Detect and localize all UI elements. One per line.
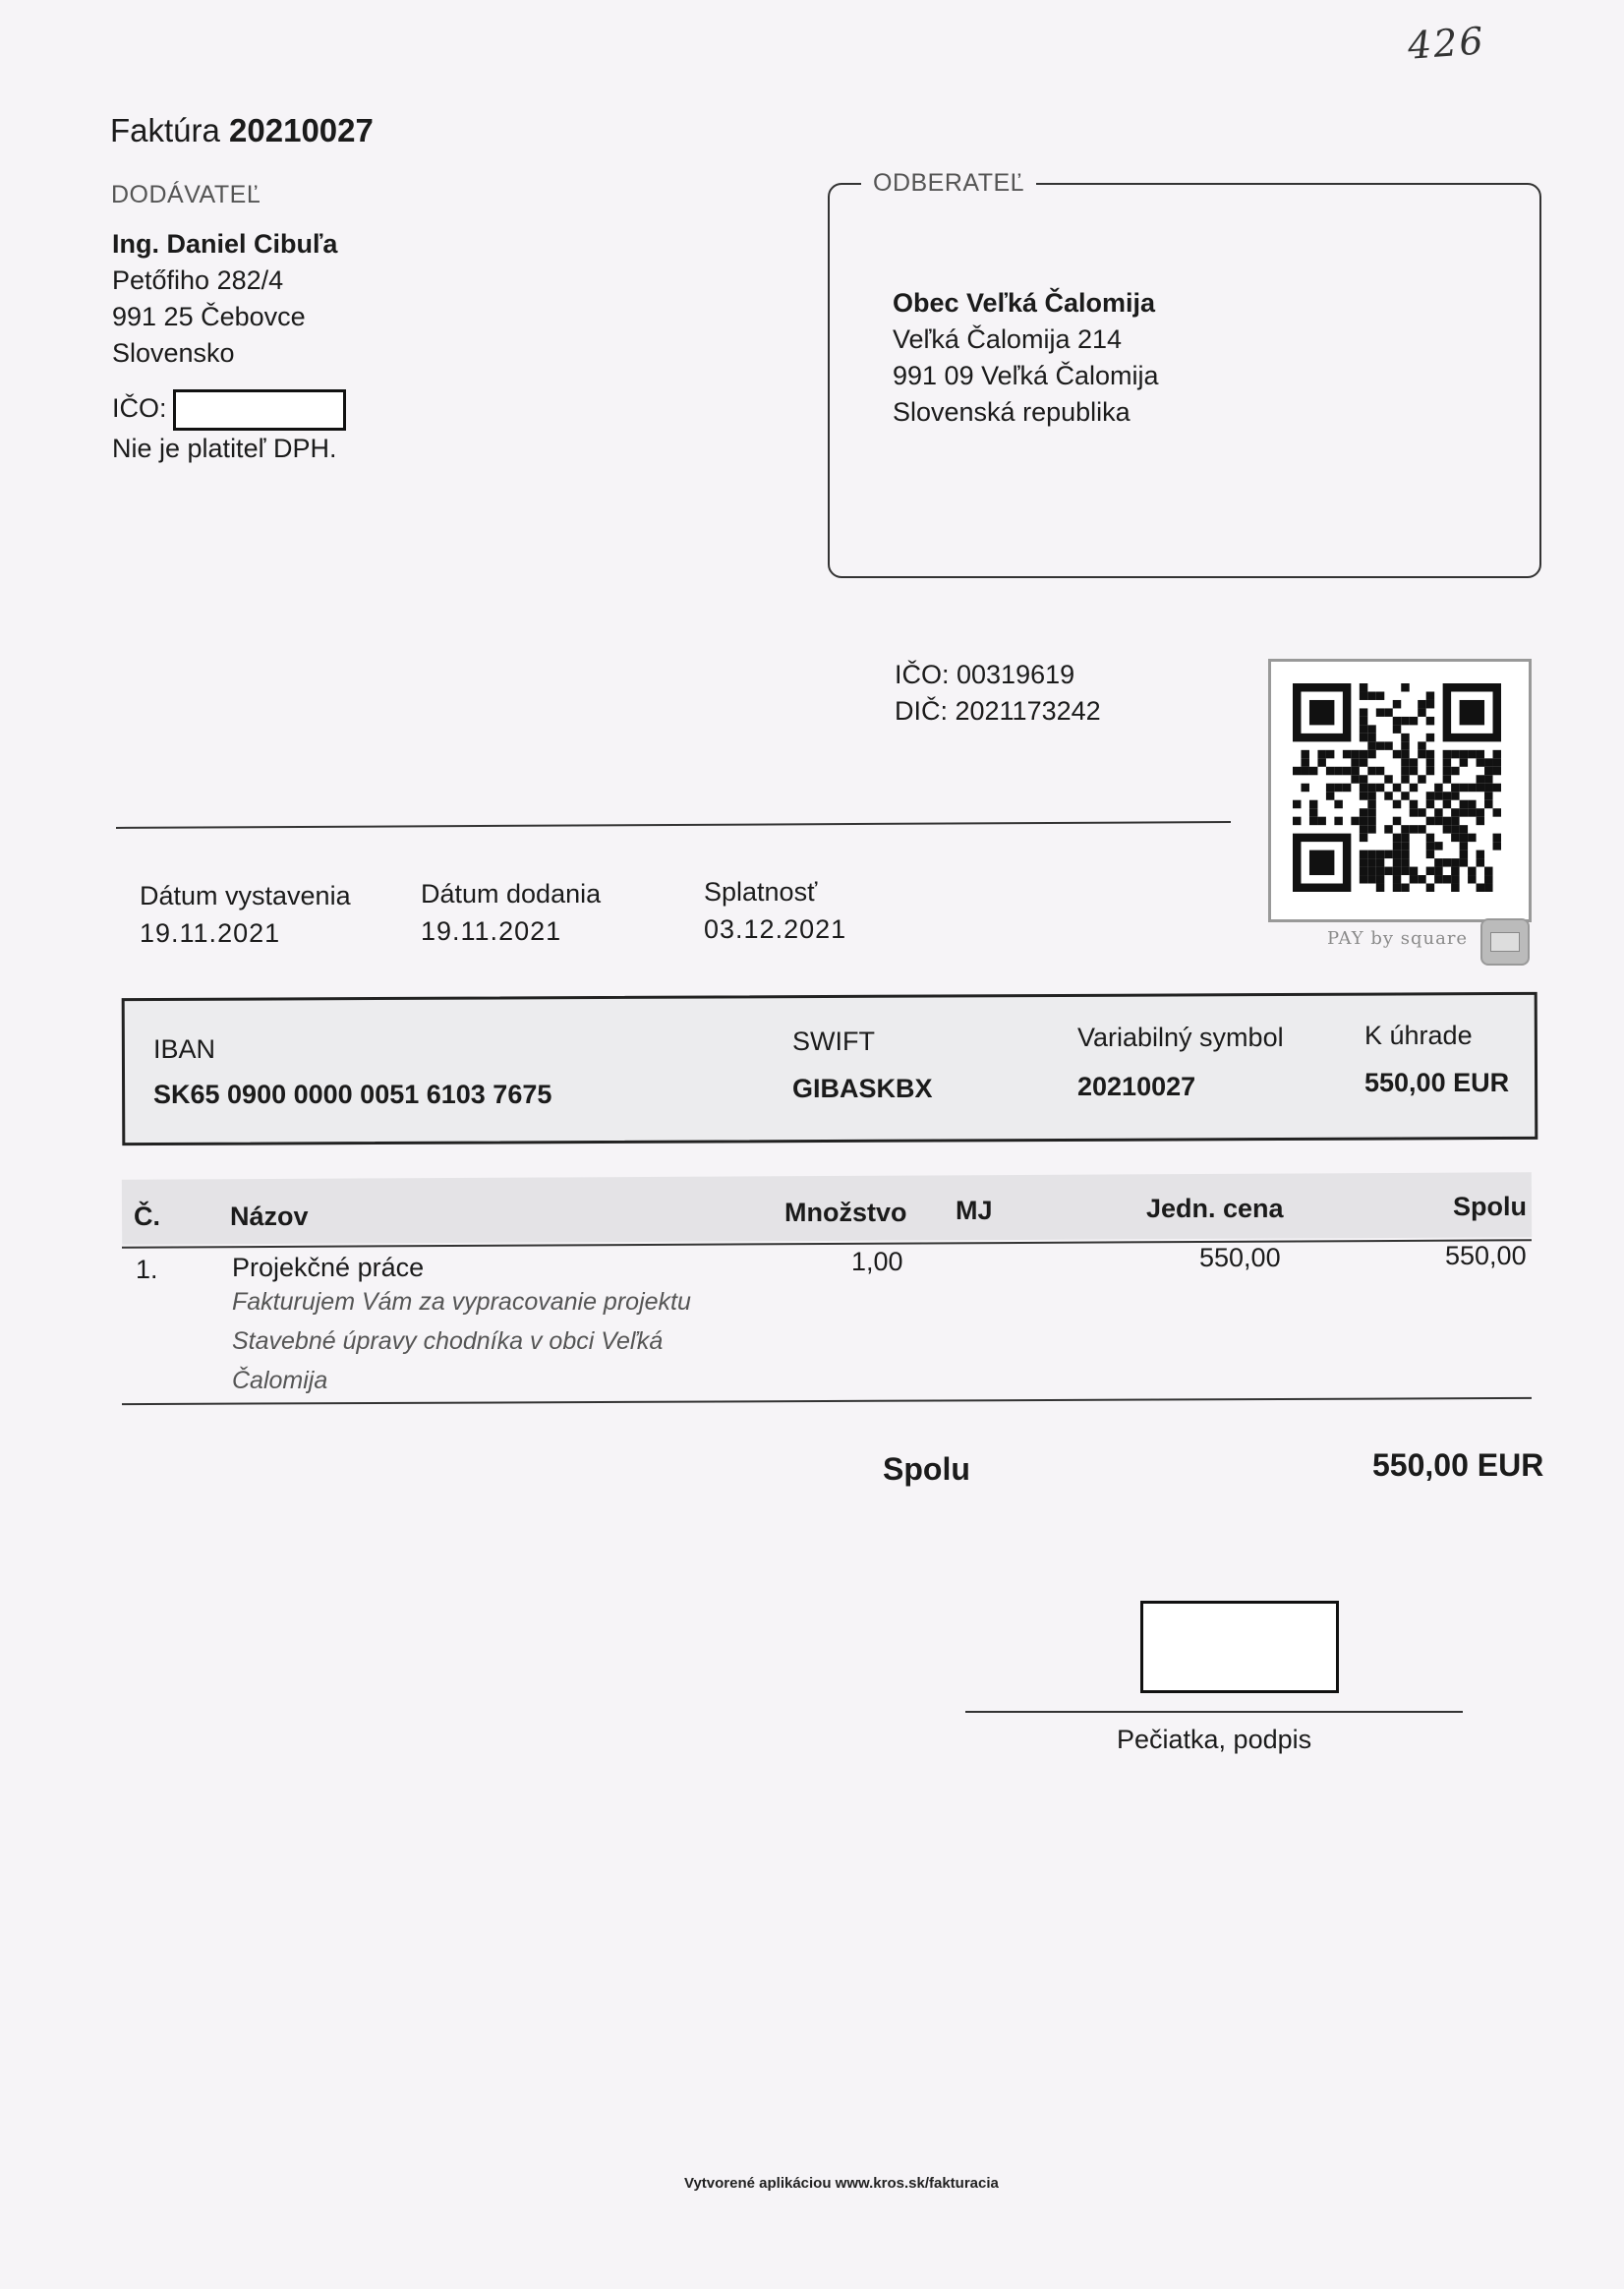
invoice-title [110,112,374,149]
row-qty: 1,00 [851,1247,903,1276]
customer-label: ODBERATEĽ [861,169,1036,198]
redacted-signature-box [1140,1601,1339,1693]
supplier-ico-label: IČO: [112,393,167,424]
qr-code-icon [1293,683,1501,892]
pay-by-square-caption: PAY by square [1327,928,1469,949]
invoice-number: 20210027 [229,112,374,148]
supplier-city: 991 25 Čebovce [112,302,306,331]
col-header-name: Názov [230,1202,309,1231]
supplier-street: Petőfiho 282/4 [112,265,284,295]
customer-name: Obec Veľká Čalomija [893,288,1156,318]
customer-dic: DIČ: 2021173242 [895,696,1101,726]
amount-due-value: 550,00 EUR [1364,1068,1510,1097]
col-header-no: Č. [134,1202,160,1231]
grand-total-value: 550,00 EUR [1372,1447,1544,1483]
customer-city: 991 09 Veľká Čalomija [893,361,1159,390]
vs-label: Variabilný symbol [1077,1023,1284,1052]
iban-label: IBAN [153,1034,216,1064]
supplier-block [112,226,346,467]
signature-label: Pečiatka, podpis [1117,1725,1312,1754]
supplier-vat-note: Nie je platiteľ DPH. [112,434,337,463]
col-header-total: Spolu [1453,1192,1527,1221]
table-bottom-line [122,1397,1532,1405]
footer-note: Vytvorené aplikáciou www.kros.sk/fakturacia [684,2175,999,2192]
customer-country: Slovenská republika [893,397,1131,427]
col-header-unit-price: Jedn. cena [1146,1194,1284,1223]
col-header-unit: MJ [956,1196,993,1225]
customer-street: Veľká Čalomija 214 [893,324,1123,354]
col-header-qty: Množstvo [784,1198,907,1227]
row-name: Projekčné práce [232,1253,425,1282]
swift-value: GIBASKBX [792,1074,933,1103]
invoice-title-prefix: Faktúra [110,112,220,148]
vs-value: 20210027 [1077,1072,1196,1101]
supplier-name: Ing. Daniel Cibuľa [112,229,338,259]
due-date: 03.12.2021 [704,914,847,944]
supplier-country: Slovensko [112,338,235,368]
customer-ico: IČO: 00319619 [895,660,1075,689]
handwritten-number: 426 [1406,19,1486,68]
customer-block [893,285,1159,431]
due-date-label: Splatnosť [704,877,818,907]
row-total: 550,00 [1445,1241,1527,1270]
signature-line [965,1711,1463,1713]
delivery-date: 19.11.2021 [421,916,562,946]
qr-code [1268,659,1532,922]
row-unit-price: 550,00 [1199,1243,1281,1272]
iban-value: SK65 0900 0000 0051 6103 7675 [153,1080,552,1109]
row-description-line-2: Stavebné úpravy chodníka v obci Veľká [232,1327,664,1355]
supplier-label: DODÁVATEĽ [111,181,261,208]
payment-box [122,992,1538,1145]
pay-by-square-icon [1480,918,1530,966]
divider-line [116,821,1231,829]
delivery-date-label: Dátum dodania [421,879,602,909]
swift-label: SWIFT [792,1027,875,1056]
customer-ids [895,657,1101,730]
amount-due-label: K úhrade [1364,1021,1473,1050]
redacted-ico-box [173,389,346,431]
row-no: 1. [136,1255,158,1284]
row-description-line-3: Čalomija [232,1367,328,1394]
issued-date-label: Dátum vystavenia [140,881,351,910]
row-description-line-1: Fakturujem Vám za vypracovanie projektu [232,1288,691,1316]
supplier-ico-row [112,389,346,431]
grand-total-label: Spolu [883,1451,970,1487]
issued-date: 19.11.2021 [140,918,281,948]
